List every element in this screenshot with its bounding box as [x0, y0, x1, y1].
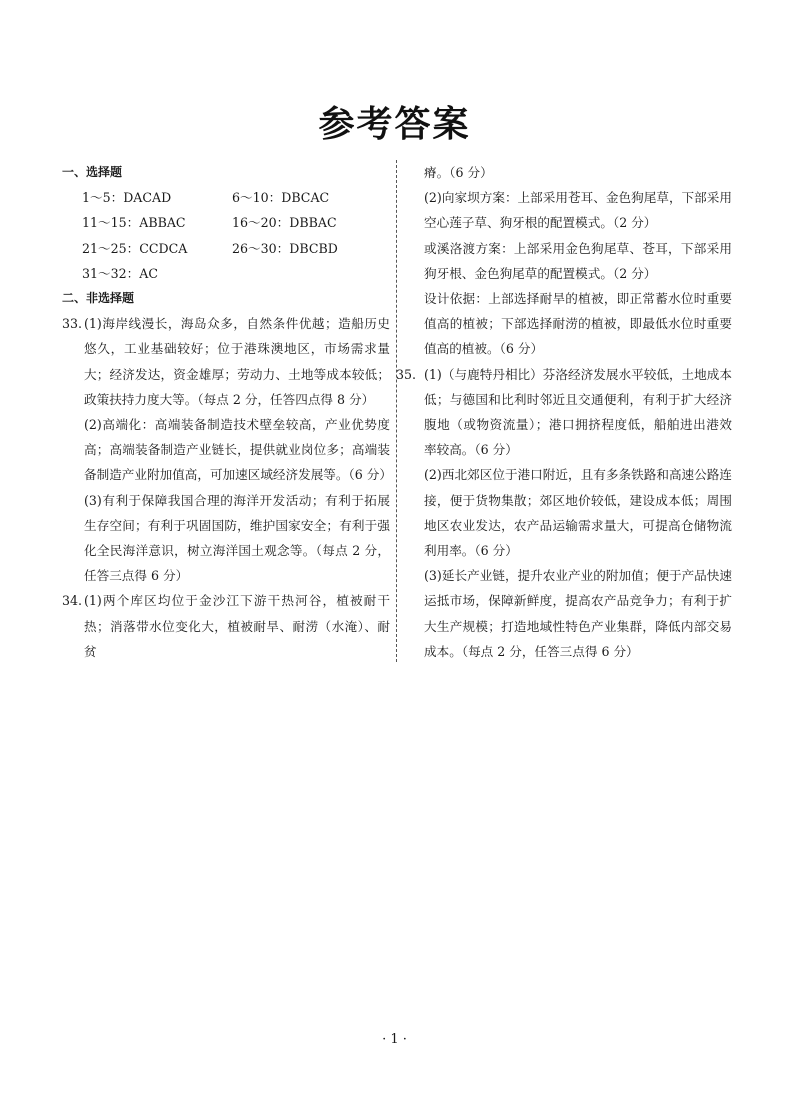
answer-paragraph: (2)西北郊区位于港口附近，且有多条铁路和高速公路连接，便于货物集散；郊区地价较低，建设成本低；周围地区农业发达，农产品运输需求量大，可提高仓储物流利用率。（6 分） — [424, 467, 732, 559]
choice-answer: 26～30：DBCBD — [232, 240, 338, 256]
question-number: 35. — [396, 366, 417, 382]
answer-paragraph: (2)向家坝方案：上部采用苍耳、金色狗尾草，下部采用空心莲子草、狗牙根的配置模式。（2 分） — [424, 190, 732, 231]
section-heading-choice: 一、选择题 — [62, 165, 123, 179]
question-number: 34. — [62, 593, 83, 609]
answer-paragraph: 设计依据：上部选择耐旱的植被，即正常蓄水位时重要值高的植被；下部选择耐涝的植被，即最低水位时重要值高的植被。（6 分） — [424, 291, 732, 357]
question-number: 33. — [62, 316, 83, 332]
page-number: · 1 · — [382, 1032, 407, 1047]
page-title: 参考答案 — [318, 104, 471, 145]
answer-paragraph: 或溪洛渡方案：上部采用金色狗尾草、苍耳，下部采用狗牙根、金色狗尾草的配置模式。（2 分） — [424, 240, 732, 281]
answer-paragraph: (1)海岸线漫长，海岛众多，自然条件优越；造船历史悠久，工业基础较好；位于港珠澳地区，市场需求量大；经济发达，资金雄厚；劳动力、土地等成本较低；政策扶持力度大等。（每点 2 分，任答四点得 8 分） — [84, 316, 390, 407]
answer-paragraph: (1)（与鹿特丹相比）芬洛经济发展水平较低，土地成本低；与德国和比利时邻近且交通便利，有利于扩大经济腹地（或物资流量）；港口拥挤程度低，船舶进出港效率较高。（6 分） — [424, 366, 732, 458]
choice-answer: 6～10：DBCAC — [232, 190, 330, 206]
question-35 — [396, 362, 732, 664]
answer-paragraph-continued: 瘠。（6 分） — [424, 165, 493, 180]
answer-paragraph: (3)有利于保障我国合理的海洋开发活动；有利于拓展生存空间；有利于巩固国防，维护国家安全；有利于强化全民海洋意识，树立海洋国土观念等。（每点 2 分，任答三点得 6 分） — [84, 492, 390, 584]
answer-paragraph: (1)两个库区均位于金沙江下游干热河谷，植被耐干热；消落带水位变化大，植被耐旱、耐涝（水淹）、耐贫 — [84, 593, 390, 659]
right-column — [396, 160, 732, 664]
question-33 — [62, 311, 390, 588]
choice-answer: 21～25：CCDCA — [82, 240, 188, 256]
choice-answers — [62, 185, 390, 286]
answer-paragraph: (3)延长产业链，提升农业产业的附加值；便于产品快速运抵市场，保障新鲜度，提高农产品竞争力；有利于扩大生产规模；打造地域性特色产业集群，降低内部交易成本。（每点 2 分，任答三点得 6 分） — [424, 568, 732, 659]
choice-answer: 11～15：ABBAC — [82, 215, 186, 231]
left-column — [62, 160, 390, 664]
choice-answer: 1～5：DACAD — [82, 190, 172, 206]
section-heading-nonchoice: 二、非选择题 — [62, 291, 135, 306]
column-divider — [396, 160, 397, 662]
answer-paragraph: (2)高端化：高端装备制造技术壁垒较高，产业优势度高；高端装备制造产业链长，提供就业岗位多；高端装备制造产业附加值高，可加速区域经济发展等。（6 分） — [84, 417, 392, 483]
question-34 — [62, 588, 390, 664]
choice-answer: 16～20：DBBAC — [232, 215, 337, 231]
choice-answer: 31～32：AC — [82, 265, 158, 281]
